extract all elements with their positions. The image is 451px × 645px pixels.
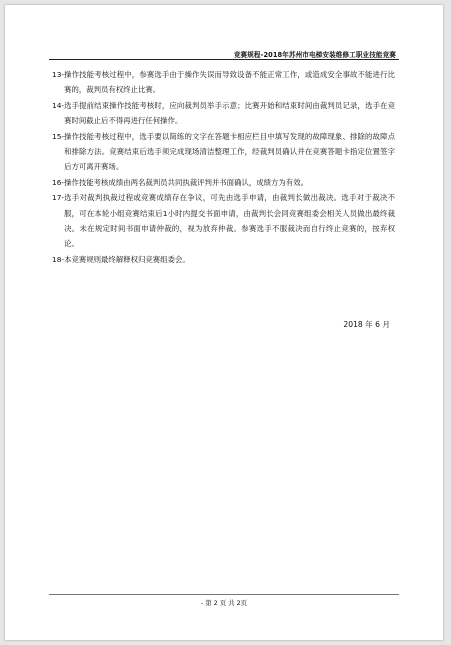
rules-list [52, 67, 395, 267]
document-page [5, 5, 443, 640]
rule-item-13 [52, 67, 395, 98]
rule-item-16 [52, 175, 395, 190]
rule-item-15 [52, 129, 395, 175]
rule-item-14 [52, 98, 395, 129]
rule-number: 13- [52, 70, 65, 79]
page-header: 竞赛规程-2018年苏州市电梯安装维修工职业技能竞赛 [233, 51, 396, 59]
footer-divider [49, 594, 399, 595]
page-footer: - 第 2 页 共 2页 [200, 599, 248, 607]
rule-text: 选手对裁判执裁过程或竞赛成绩存在争议，可先由选手申请，由裁判长做出裁决。选手对于裁决不服，可在本轮小组竞赛结束后1小时内提交书面申请，由裁判长会同竞赛组委会相关人员做出最终裁决。未在规定时间书面申请仲裁的，视为放弃仲裁。参赛选手不服裁决而自行终止竞赛的，按弃权论。 [64, 193, 395, 249]
header-divider [49, 59, 399, 60]
rule-text: 操作技能考核过程中，参赛选手由于操作失误而导致设备不能正常工作，或造成安全事故不能进行比赛的，裁判员有权终止比赛。 [64, 70, 395, 95]
rule-number: 18- [52, 254, 65, 264]
rule-number: 17- [52, 193, 65, 203]
rule-item-18 [52, 252, 395, 267]
rule-text: 本竞赛规则最终解释权归竞赛组委会。 [64, 254, 190, 264]
rule-text: 选手提前结束操作技能考核时，应向裁判员举手示意；比赛开始和结束时间由裁判员记录，选手在竞赛时间截止后不得再进行任何操作。 [64, 100, 395, 126]
rule-text: 操作技能考核过程中，选手要以简练的文字在答题卡相应栏目中填写发现的故障现象、排除的故障点和排除方法。竞赛结束后选手须完成现场清洁整理工作，经裁判员确认并在竞赛答题卡指定位置签字后方可离开赛场。 [64, 131, 395, 172]
rule-number: 16- [52, 177, 65, 187]
document-date: 2018 年 6 月 [343, 320, 390, 329]
rule-number: 15- [52, 131, 65, 141]
rule-item-17 [52, 190, 395, 252]
rule-number: 14- [52, 100, 65, 110]
rule-text: 操作技能考核成绩由两名裁判员共同执裁评判并书面确认，成绩方为有效。 [64, 177, 308, 187]
